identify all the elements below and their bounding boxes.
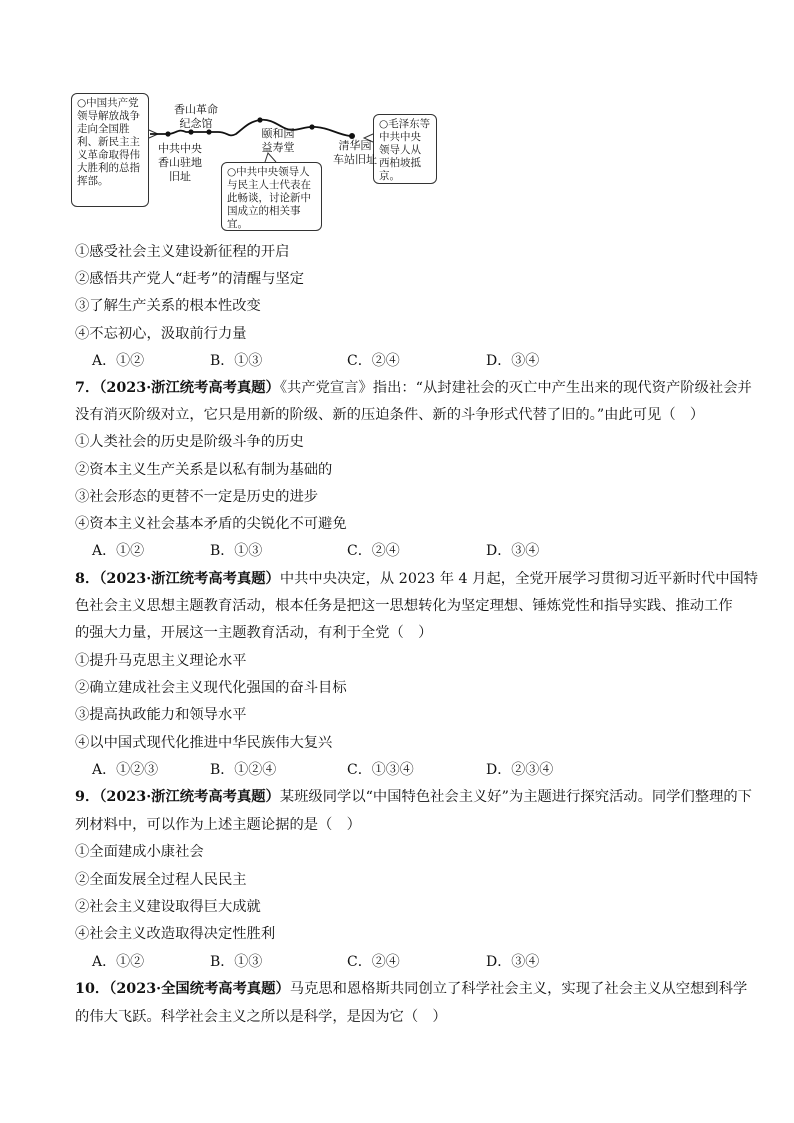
option-c[interactable]: C．②④ [347,543,400,559]
option-b[interactable]: B．①②④ [210,762,277,778]
q9-stem-line-2: 列材料中，可以作为上述主题论据的是（ ） [75,817,361,833]
q7-item-2: ②资本主义生产关系是以私有制为基础的 [75,462,333,478]
q7-item-3: ③社会形态的更替不一定是历史的进步 [75,489,319,505]
q7-stem-line-1 [75,378,752,398]
option-d[interactable]: D．③④ [486,543,540,559]
q7-item-4: ④资本主义社会基本矛盾的尖锐化不可避免 [75,516,347,532]
q8-item-4: ④以中国式现代化推进中华民族伟大复兴 [75,735,333,751]
question-number: 10． [75,981,110,997]
stop-label-line: 中共中央 [158,142,202,155]
option-d[interactable]: D．③④ [486,954,540,970]
option-a[interactable]: A．①②③ [92,762,159,778]
q9-item-3: ②社会主义建设取得巨大成就 [75,899,261,915]
stop-label-line: 旧址 [169,170,191,183]
q8-stem-line-3: 的强大力量，开展这一主题教育活动，有利于全党（ ） [75,625,433,641]
q8-item-3: ③提高执政能力和领导水平 [75,707,247,723]
stop-label-line: 益寿堂 [261,141,295,154]
question-source: （2023·浙江统考高考真题） [99,571,280,587]
option-d[interactable]: D．②③④ [486,762,554,778]
question-source: （2023·浙江统考高考真题） [99,380,280,396]
stop-label-xiangshan-site [154,142,206,184]
question-source: （2023·浙江统考高考真题） [99,789,280,805]
option-b[interactable]: B．①③ [210,543,263,559]
q8-stem-line-1 [75,569,758,589]
option-a[interactable]: A．①② [92,353,145,369]
callout-yiheyuan: ○中共中央领导人与民主人士代表在此畅谈，讨论新中国成立的相关事宜。 [221,162,322,231]
question-number: 8． [75,571,100,587]
q9-item-1: ①全面建成小康社会 [75,844,204,860]
q9-item-4: ④社会主义改造取得决定性胜利 [75,926,276,942]
stop-label-memorial-hall [168,103,224,131]
callout-headquarters: ○中国共产党领导解放战争走向全国胜利、新民主主义革命取得伟大胜利的总指挥部。 [71,93,149,207]
question-number: 9． [75,789,100,805]
option-a[interactable]: A．①② [92,543,145,559]
question-stem: 马克思和恩格斯共同创立了科学社会主义，实现了社会主义从空想到科学 [289,981,748,997]
q7-stem-line-2: 没有消灭阶级对立，它只是用新的阶级、新的压迫条件、新的斗争形式代替了旧的。”由此可见（ ） [75,407,705,423]
callout-arrival: ○毛泽东等中共中央领导人从西柏坡抵京。 [373,114,437,184]
q8-item-2: ②确立建成社会主义现代化强国的奋斗目标 [75,680,347,696]
stop-label-yishoutang [252,127,304,155]
q8-item-1: ①提升马克思主义理论水平 [75,653,247,669]
stop-label-line: 纪念馆 [179,117,213,130]
q9-item-2: ②全面发展全过程人民民主 [75,872,247,888]
q8-stem-line-2: 色社会主义思想主题教育活动，根本任务是把这一思想转化为坚定理想、锤炼党性和指导实践、推动工作 [75,598,733,614]
option-a[interactable]: A．①② [92,954,145,970]
question-stem: 某班级同学以“中国特色社会主义好”为主题进行探究活动。同学们整理的下 [279,789,752,805]
question-number: 7． [75,380,100,396]
question-stem: 中共中央决定，从 2023 年 4 月起，全党开展学习贯彻习近平新时代中国特 [279,571,759,587]
q6-item-2: ②感悟共产党人“赶考”的清醒与坚定 [75,271,305,287]
route-diagram [68,90,448,238]
question-stem: 《共产党宣言》指出：“从封建社会的灭亡中产生出来的现代资产阶级社会并 [279,380,752,396]
stop-label-qinghuayuan-station [330,139,380,167]
question-source: （2023·全国统考高考真题） [109,981,290,997]
q7-item-1: ①人类社会的历史是阶级斗争的历史 [75,434,304,450]
option-d[interactable]: D．③④ [486,353,540,369]
option-b[interactable]: B．①③ [210,954,263,970]
stop-label-line: 颐和园 [261,127,295,140]
stop-label-line: 香山驻地 [158,156,202,169]
q10-stem-line-2: 的伟大飞跃。科学社会主义之所以是科学，是因为它（ ） [75,1009,447,1025]
option-c[interactable]: C．②④ [347,954,400,970]
option-b[interactable]: B．①③ [210,353,263,369]
option-c[interactable]: C．②④ [347,353,400,369]
option-c[interactable]: C．①③④ [347,762,414,778]
stop-label-line: 清华园 [338,139,372,152]
stop-label-line: 车站旧址 [333,153,377,166]
q6-item-1: ①感受社会主义建设新征程的开启 [75,244,290,260]
q10-stem-line-1 [75,979,747,999]
q9-stem-line-1 [75,787,752,807]
q6-item-4: ④不忘初心，汲取前行力量 [75,326,247,342]
q6-item-3: ③了解生产关系的根本性改变 [75,298,261,314]
stop-label-line: 香山革命 [174,103,218,116]
